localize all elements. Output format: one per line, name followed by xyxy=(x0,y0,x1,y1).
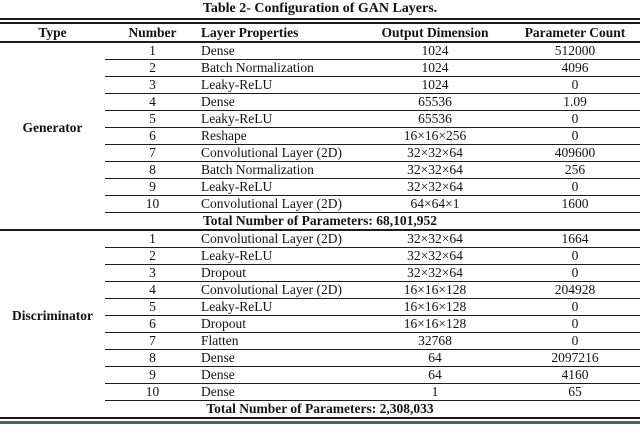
cell-number: 7 xyxy=(105,145,200,162)
cell-parameter-count: 1664 xyxy=(510,230,640,248)
cell-number: 5 xyxy=(105,111,200,128)
cell-parameter-count: 4096 xyxy=(510,60,640,77)
section-type-label: Generator xyxy=(22,119,83,135)
cell-layer-properties: Leaky-ReLU xyxy=(200,179,360,196)
cell-output-dimension: 32×32×64 xyxy=(360,265,510,282)
cell-output-dimension: 32×32×64 xyxy=(360,179,510,196)
cell-layer-properties: Convolutional Layer (2D) xyxy=(200,230,360,248)
cell-layer-properties: Dense xyxy=(200,367,360,384)
cell-parameter-count: 1600 xyxy=(510,196,640,213)
cell-number: 1 xyxy=(105,230,200,248)
total-row xyxy=(0,213,640,231)
section-type-label: Discriminator xyxy=(12,307,93,323)
cell-output-dimension: 64×64×1 xyxy=(360,196,510,213)
cell-parameter-count: 0 xyxy=(510,333,640,350)
cell-layer-properties: Batch Normalization xyxy=(200,60,360,77)
cell-layer-properties: Dense xyxy=(200,384,360,401)
cell-number: 2 xyxy=(105,60,200,77)
cell-output-dimension: 64 xyxy=(360,350,510,367)
column-header-parameter-count: Parameter Count xyxy=(510,24,640,42)
cell-parameter-count: 0 xyxy=(510,248,640,265)
cell-parameter-count: 0 xyxy=(510,265,640,282)
cell-number: 6 xyxy=(105,316,200,333)
layer-row xyxy=(0,230,640,248)
cell-output-dimension: 1 xyxy=(360,384,510,401)
cell-layer-properties: Leaky-ReLU xyxy=(200,77,360,94)
cell-output-dimension: 1024 xyxy=(360,77,510,94)
cell-output-dimension: 64 xyxy=(360,367,510,384)
cell-parameter-count: 4160 xyxy=(510,367,640,384)
cell-layer-properties: Convolutional Layer (2D) xyxy=(200,145,360,162)
cell-parameter-count: 512000 xyxy=(510,42,640,60)
cell-layer-properties: Dense xyxy=(200,350,360,367)
cell-output-dimension: 16×16×128 xyxy=(360,299,510,316)
cell-parameter-count: 2097216 xyxy=(510,350,640,367)
cell-number: 9 xyxy=(105,367,200,384)
cell-layer-properties: Convolutional Layer (2D) xyxy=(200,282,360,299)
cell-parameter-count: 0 xyxy=(510,316,640,333)
table-header xyxy=(0,24,640,42)
cell-parameter-count: 0 xyxy=(510,77,640,94)
cell-number: 5 xyxy=(105,299,200,316)
cell-number: 10 xyxy=(105,196,200,213)
column-header-layer-properties: Layer Properties xyxy=(200,24,360,42)
cell-output-dimension: 32×32×64 xyxy=(360,162,510,179)
cell-layer-properties: Dense xyxy=(200,42,360,60)
cell-layer-properties: Convolutional Layer (2D) xyxy=(200,196,360,213)
total-row xyxy=(0,401,640,419)
cell-number: 8 xyxy=(105,162,200,179)
cell-parameter-count: 0 xyxy=(510,179,640,196)
cell-layer-properties: Dense xyxy=(200,94,360,111)
cell-output-dimension: 32768 xyxy=(360,333,510,350)
cell-layer-properties: Leaky-ReLU xyxy=(200,248,360,265)
cell-output-dimension: 65536 xyxy=(360,94,510,111)
table-caption: Table 2- Configuration of GAN Layers. xyxy=(202,1,438,16)
cell-output-dimension: 16×16×128 xyxy=(360,282,510,299)
cell-number: 7 xyxy=(105,333,200,350)
header-row xyxy=(0,24,640,42)
cell-output-dimension: 1024 xyxy=(360,60,510,77)
section-total-parameters: Total Number of Parameters: 2,308,033 xyxy=(0,401,640,419)
cell-number: 2 xyxy=(105,248,200,265)
cell-output-dimension: 32×32×64 xyxy=(360,230,510,248)
column-header-number: Number xyxy=(105,24,200,42)
cell-layer-properties: Leaky-ReLU xyxy=(200,299,360,316)
cell-number: 3 xyxy=(105,265,200,282)
cell-number: 3 xyxy=(105,77,200,94)
cell-number: 8 xyxy=(105,350,200,367)
cell-parameter-count: 204928 xyxy=(510,282,640,299)
bottom-rule-bar xyxy=(0,421,640,424)
cell-output-dimension: 16×16×128 xyxy=(360,316,510,333)
cell-parameter-count: 65 xyxy=(510,384,640,401)
cell-layer-properties: Batch Normalization xyxy=(200,162,360,179)
cell-parameter-count: 0 xyxy=(510,299,640,316)
cell-layer-properties: Dropout xyxy=(200,265,360,282)
cell-number: 10 xyxy=(105,384,200,401)
cell-layer-properties: Flatten xyxy=(200,333,360,350)
column-header-output-dimension: Output Dimension xyxy=(360,24,510,42)
cell-number: 9 xyxy=(105,179,200,196)
table-body xyxy=(0,42,640,418)
section-total-parameters: Total Number of Parameters: 68,101,952 xyxy=(0,213,640,231)
gan-config-table xyxy=(0,24,640,419)
cell-output-dimension: 16×16×256 xyxy=(360,128,510,145)
cell-parameter-count: 1.09 xyxy=(510,94,640,111)
cell-number: 6 xyxy=(105,128,200,145)
cell-parameter-count: 256 xyxy=(510,162,640,179)
cell-layer-properties: Leaky-ReLU xyxy=(200,111,360,128)
column-header-type: Type xyxy=(0,24,105,42)
cell-output-dimension: 32×32×64 xyxy=(360,248,510,265)
cell-output-dimension: 65536 xyxy=(360,111,510,128)
cell-output-dimension: 32×32×64 xyxy=(360,145,510,162)
cell-number: 1 xyxy=(105,42,200,60)
cell-number: 4 xyxy=(105,94,200,111)
cell-parameter-count: 0 xyxy=(510,128,640,145)
cell-output-dimension: 1024 xyxy=(360,42,510,60)
cell-layer-properties: Reshape xyxy=(200,128,360,145)
cell-parameter-count: 409600 xyxy=(510,145,640,162)
cell-layer-properties: Dropout xyxy=(200,316,360,333)
cell-number: 4 xyxy=(105,282,200,299)
layer-row xyxy=(0,42,640,60)
cell-parameter-count: 0 xyxy=(510,111,640,128)
